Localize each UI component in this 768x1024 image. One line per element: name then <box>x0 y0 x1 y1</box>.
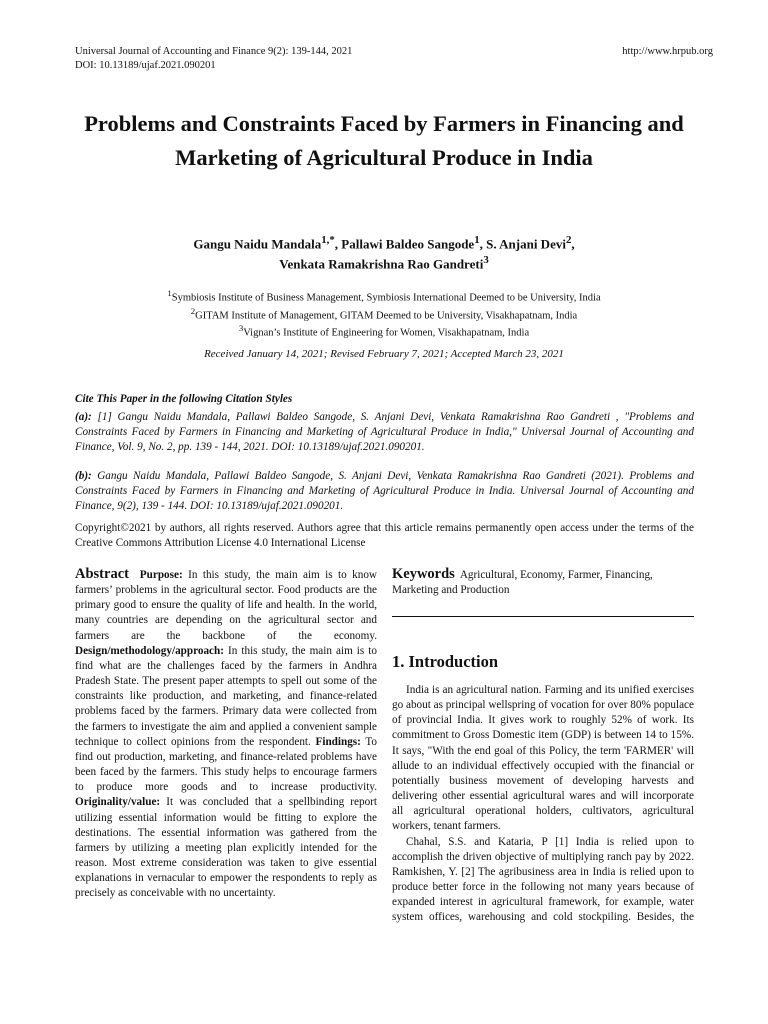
originality-label: Originality/value: <box>75 796 161 809</box>
purpose-text: In this study, the main aim is to know farmers’ problems in the agricultural sector. Food products are the primary good to ensure the quality of life and health. In the world, many countries are depending on the agricultural sector and farmers are the backbone of the economy. <box>75 569 378 642</box>
affiliation: $^1$Symbiosis Institute of Business Management, Symbiosis International Deemed to be University, India <box>167 288 601 304</box>
keywords-heading: Keywords <box>392 566 455 582</box>
affiliation: $^3$Vignan’s Institute of Engineering for Women, Visakhapatnam, India <box>238 323 530 339</box>
findings-text: To find out production, marketing, and finance-related problems have been faced by the farmers. This study helps to encourage farmers to produce more goods and to increase productivity. <box>75 735 378 794</box>
citation-style-b: (b): Gangu Naidu Mandala, Pallawi Baldeo Sangode, S. Anjani Devi, Venkata Ramakrishna Rao Gandreti (2021). Problems and Constraints Faced by Farmers in Financing and Marketing of Agricultural Produce in India. Universal Journal of Accounting and Finance, 9(2), 139 - 144. DOI: 10.13189/ujaf.2021.090201. <box>75 470 694 513</box>
abstract-heading: Abstract <box>75 566 129 582</box>
keywords-section <box>392 567 694 598</box>
paragraph: India is an agricultural nation. Farming and its unified exercises go about as principal wellspring of vocation for over 80% populace of provincial India. It gives work to roughly 52% of work. Its commitment to Gross Domestic item (GDP) is between 14 to 15%. It says, "With the end goal of this Policy, the term 'FARMER' will allude to an individual effectively occupied with the financial or potentially business movement of developing harvests and delivering other essential agricultural wares and will incorporate all agricultural operational holders, cultivators, agricultural workers, tenant farmers. <box>392 684 694 833</box>
received-dates: Received January 14, 2021; Revised February 7, 2021; Accepted March 23, 2021 <box>204 348 564 360</box>
introduction-heading: 1. Introduction <box>392 652 499 671</box>
journal-citation: Universal Journal of Accounting and Finance 9(2): 139-144, 2021 <box>75 46 353 57</box>
design-text: In this study, the main aim is to find what are the challenges faced by the farmers in Andhra Pradesh State. The present paper attempts to spell out some of the constraints like production, and marketing, and finance-related problems faced by the farmers. Primary data were collected from the farmers to investigate the aim and applied a convenient sample technique to collect opinions from the respondent. <box>75 644 377 748</box>
journal-url[interactable]: http://www.hrpub.org <box>622 46 713 57</box>
author-list: Gangu Naidu Mandala$^{1,*}$, Pallawi Baldeo Sangode$^1$, S. Anjani Devi$^2$, Venkata Ramakrishna Rao Gandreti$^3$ <box>193 234 575 272</box>
paper-title: Problems and Constraints Faced by Farmers in Financing and Marketing of Agricultural Produce in India <box>84 111 684 170</box>
abstract-section <box>75 567 377 901</box>
introduction-body <box>392 683 694 926</box>
findings-label: Findings: <box>315 735 361 748</box>
purpose-label: Purpose: <box>139 569 183 581</box>
author-name: Venkata Ramakrishna Rao Gandreti <box>279 256 484 272</box>
author-sup: 2 <box>565 234 572 246</box>
article-doi: DOI: 10.13189/ujaf.2021.090201 <box>75 60 216 71</box>
author-sup: 1,* <box>321 234 335 246</box>
citation-style-a: (a): [1] Gangu Naidu Mandala, Pallawi Baldeo Sangode, S. Anjani Devi, Venkata Ramakrishna Rao Gandreti , "Problems and Constraints Faced by Farmers in Financing and Marketing of Agricultural Produce in India," Universal Journal of Accounting and Finance, Vol. 9, No. 2, pp. 139 - 144, 2021. DOI: 10.13189/ujaf.2021.090201. <box>75 411 694 454</box>
journal-header <box>75 45 352 73</box>
author-sup: 3 <box>483 254 489 267</box>
keywords-text: Agricultural, Economy, Farmer, Financing, Marketing and Production <box>392 569 653 597</box>
citation-heading: Cite This Paper in the following Citation Styles <box>75 393 293 405</box>
originality-text: It was concluded that a spellbinding report utilizing essential information would be fitting to explore the destinations. The essential information was gathered from the farmers by utilizing a meeting plan explicitly intended for the reason. Most extreme consideration was taken to give essential explanations in vernacular to empower the respondents to reply as precisely as conceivable with no uncertainty. <box>75 796 377 900</box>
affiliation: $^2$GITAM Institute of Management, GITAM Deemed to be University, Visakhapatnam, India <box>190 305 578 321</box>
paragraph: Chahal, S.S. and Kataria, P [1] India is relied upon to accomplish the driven objective of multiplying ranch pay by 2022. Ramkishen, Y. [2] The agribusiness area in India is relied upon to produce better force in the following not many years because of expanded interest in agricultural framework, for example, water system offices, warehousing and cold stockpiling. Besides, the <box>392 835 694 924</box>
author-name: Gangu Naidu Mandala <box>193 236 322 252</box>
author-name: S. Anjani Devi <box>486 236 566 252</box>
author-sup: 1 <box>474 234 480 246</box>
author-name: Pallawi Baldeo Sangode <box>341 236 475 252</box>
design-label: Design/methodology/approach: <box>75 644 224 657</box>
section-divider <box>392 616 694 617</box>
affiliation-list <box>60 287 708 340</box>
copyright-notice: Copyright©2021 by authors, all rights reserved. Authors agree that this article remains permanently open access under the terms of the Creative Commons Attribution License 4.0 International License <box>75 522 694 550</box>
